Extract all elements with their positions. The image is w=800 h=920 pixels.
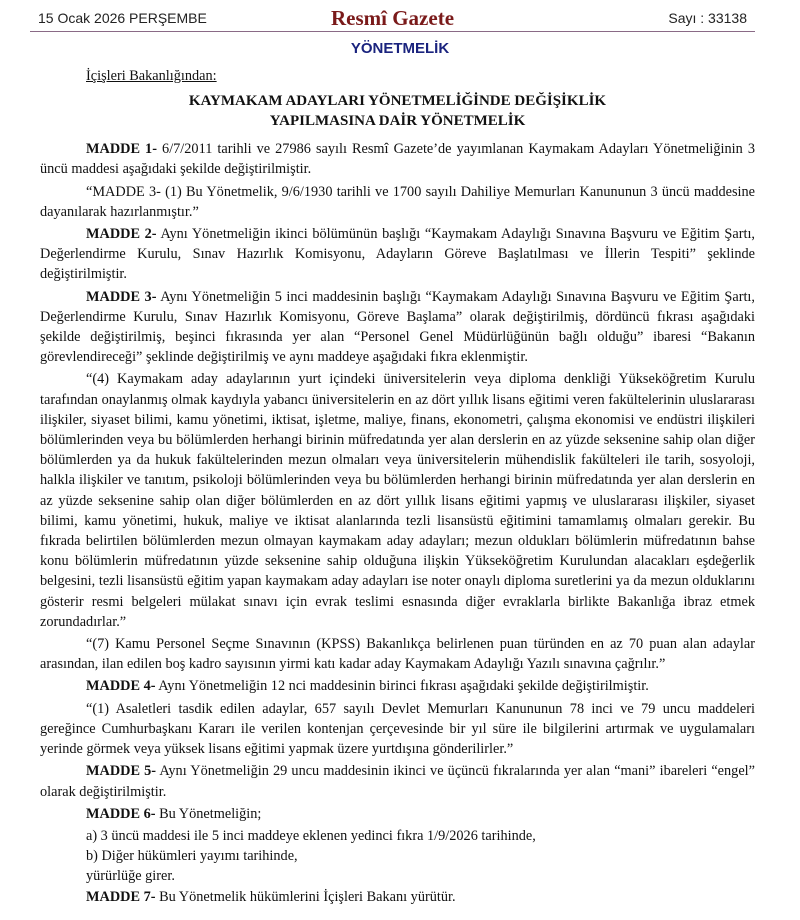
paragraph-madde-3 — [40, 287, 755, 368]
article-lead: MADDE 1- — [86, 141, 157, 158]
paragraph-madde-1 — [40, 139, 755, 179]
article-lead: MADDE 4- — [86, 678, 156, 695]
article-lead: MADDE 3- — [86, 288, 157, 305]
article-text: “(1) Asaletleri tasdik edilen adaylar, 657 sayılı Devlet Memurları Kanununun 78 inci ve 79 uncu maddeleri gereğince Cumhurbaşkanı Kararı ile verilen kontenjan çerçevesinde bir yıl süre ile bilgilerini artırmak ve uygulamaları yerinde görmek veya yüksek lisans eğitimi yapmak üzere yurtdışına gönderilirler.” — [40, 700, 755, 758]
article-text: Aynı Yönetmeliğin ikinci bölümünün başlığı “Kaymakam Adaylığı Sınavına Başvuru ve Eğitim Şartı, Değerlendirme Kurulu, Sınav Hazırlık Komisyonu, Adayların Göreve Başlatılması ve İllerin Tespiti” şeklinde değiştirilmiştir. — [40, 226, 755, 283]
paragraph-madde-5 — [40, 761, 755, 801]
title-line-1: KAYMAKAM ADAYLARI YÖNETMELİĞİNDE DEĞİŞİKLİK — [188, 93, 607, 110]
paragraph-madde-2 — [40, 224, 755, 285]
paragraph-madde-4 — [40, 676, 755, 696]
masthead — [30, 6, 755, 30]
article-text: Bu Yönetmeliğin; — [155, 805, 262, 822]
article-text: Aynı Yönetmeliğin 12 nci maddesinin birinci fıkrası aşağıdaki şekilde değiştirilmiştir. — [155, 678, 649, 695]
article-text: Aynı Yönetmeliğin 5 inci maddesinin başlığı “Kaymakam Adaylığı Sınavına Başvuru ve Eğitim Şartı, Değerlendirme Kurulu, Sınav Hazırlık Komisyonu, Göreve Başlama” olarak değiştirilmiş, dördüncü fıkrası aşağıdaki şekilde değiştirilmiş, beşinci fıkrasında yer alan “Personel Genel Müdürlüğünün bağlı olduğu” ibaresi “Bakanın görevlendireceği” şeklinde değiştirilmiş ve aynı maddeye aşağıdaki fıkra eklenmiştir. — [40, 288, 755, 366]
article-lead: MADDE 2- — [86, 226, 157, 243]
article-text: “MADDE 3- (1) Bu Yönetmelik, 9/6/1930 tarihli ve 1700 sayılı Dahiliye Memurları Kanununun 3 üncü maddesine dayanılarak hazırlanmıştır.” — [40, 183, 755, 220]
article-lead: MADDE 7- — [86, 888, 156, 905]
issue-number: Sayı : 33138 — [668, 10, 747, 26]
paragraph-clause-1 — [40, 699, 755, 760]
article-text: “(4) Kaymakam aday adaylarının yurt içindeki üniversitelerin veya diploma denkliği Yükseköğretim Kurulu tarafından onaylanmış olmak kaydıyla yabancı üniversitelerin en az dört yıllık lisans eğitimi veren fakültelerinin uluslararası ilişkiler, siyaset bilimi, kamu yönetimi, iktisat, işletme, maliye, finans, ekonometri, çalışma ekonomisi ve endüstri ilişkileri bölümlerinden veya bu bölümlerden herhangi birinin müfredatında yer alan derslerin en az yüzde seksenine sahip olan diğer bölümlerden ya da hukuk fakültelerinden mezun olmaları veya üniversitelerin mühendislik fakülteleri ile tarih, sosyoloji, halkla ilişkiler ve tanıtım, psikoloji bölümlerinden veya bu bölümlerden herhangi birinin müfredatında yer alan derslerin en az yüzde seksenine sahip olan diğer bölümlerden en az dört yıllık lisans eğitimi yapmış ve uluslararası ilişkiler, siyaset bilimi, kamu yönetimi, hukuk, maliye ve iktisat alanlarında tezli lisansüstü eğitimini tamamlamış olmaları gerekir. Bu fıkrada belirtilen bölümlerden mezun olmayan kaymakam aday adayları; mezun oldukları bölümlerin müfredatının bahse konu bölümlerin müfredatının yüzde seksenine sahip olduğuna ilişkin Yükseköğretim Kurulundan alacakları eşdeğerlik belgesini, tezli lisansüstü eğitim yapan kaymakam aday adayları ise noter onaylı diploma suretlerini ya da mezun olduklarını gösterir resmi belgeleri mülakat sınavı için evrak teslimi esnasında diğer evraklarla birlikte Bakanlığa ibraz etmek zorundadırlar.” — [40, 371, 755, 630]
regulation-title — [40, 91, 755, 131]
gazette-title: Resmî Gazete — [330, 6, 455, 30]
paragraph-clause-4 — [40, 369, 755, 632]
masthead-divider — [30, 31, 755, 32]
paragraph-madde-6 — [40, 804, 755, 824]
paragraph-clause-7 — [40, 634, 755, 674]
regulation-body — [40, 66, 755, 909]
article-text: “(7) Kamu Personel Seçme Sınavının (KPSS) Bakanlıkça belirlenen puan türünden en az 70 puan alan adaylar arasından, ilan edilen boş kadro sayısının yirmi katı kadar aday Kaymakam Adaylığı Yazılı sınavına çağrılır.” — [40, 636, 755, 673]
article-text: Bu Yönetmelik hükümlerini İçişleri Bakanı yürütür. — [155, 888, 456, 905]
issuer: İçişleri Bakanlığından: — [86, 68, 217, 84]
enactment-item-a: a) 3 üncü maddesi ile 5 inci maddeye eklenen yedinci fıkra 1/9/2026 tarihinde, — [86, 827, 536, 844]
paragraph-quoted-madde-3 — [40, 182, 755, 222]
enactment-item-b: b) Diğer hükümleri yayımı tarihinde, — [86, 848, 298, 865]
article-text: Aynı Yönetmeliğin 29 uncu maddesinin ikinci ve üçüncü fıkralarında yer alan “mani” ibareleri “engel” olarak değiştirilmiştir. — [40, 763, 755, 800]
section-label: YÖNETMELİK — [350, 40, 450, 57]
title-line-2: YAPILMASINA DAİR YÖNETMELİK — [269, 113, 526, 130]
enactment-closing: yürürlüğe girer. — [86, 868, 175, 885]
issue-date: 15 Ocak 2026 PERŞEMBE — [38, 10, 207, 26]
paragraph-madde-7 — [40, 887, 755, 907]
article-text: 6/7/2011 tarihli ve 27986 sayılı Resmî Gazete’de yayımlanan Kaymakam Adayları Yönetmeliğinin 3 üncü maddesi aşağıdaki şekilde değiştirilmiştir. — [40, 141, 755, 178]
article-lead: MADDE 6- — [86, 805, 156, 822]
article-lead: MADDE 5- — [86, 763, 157, 780]
